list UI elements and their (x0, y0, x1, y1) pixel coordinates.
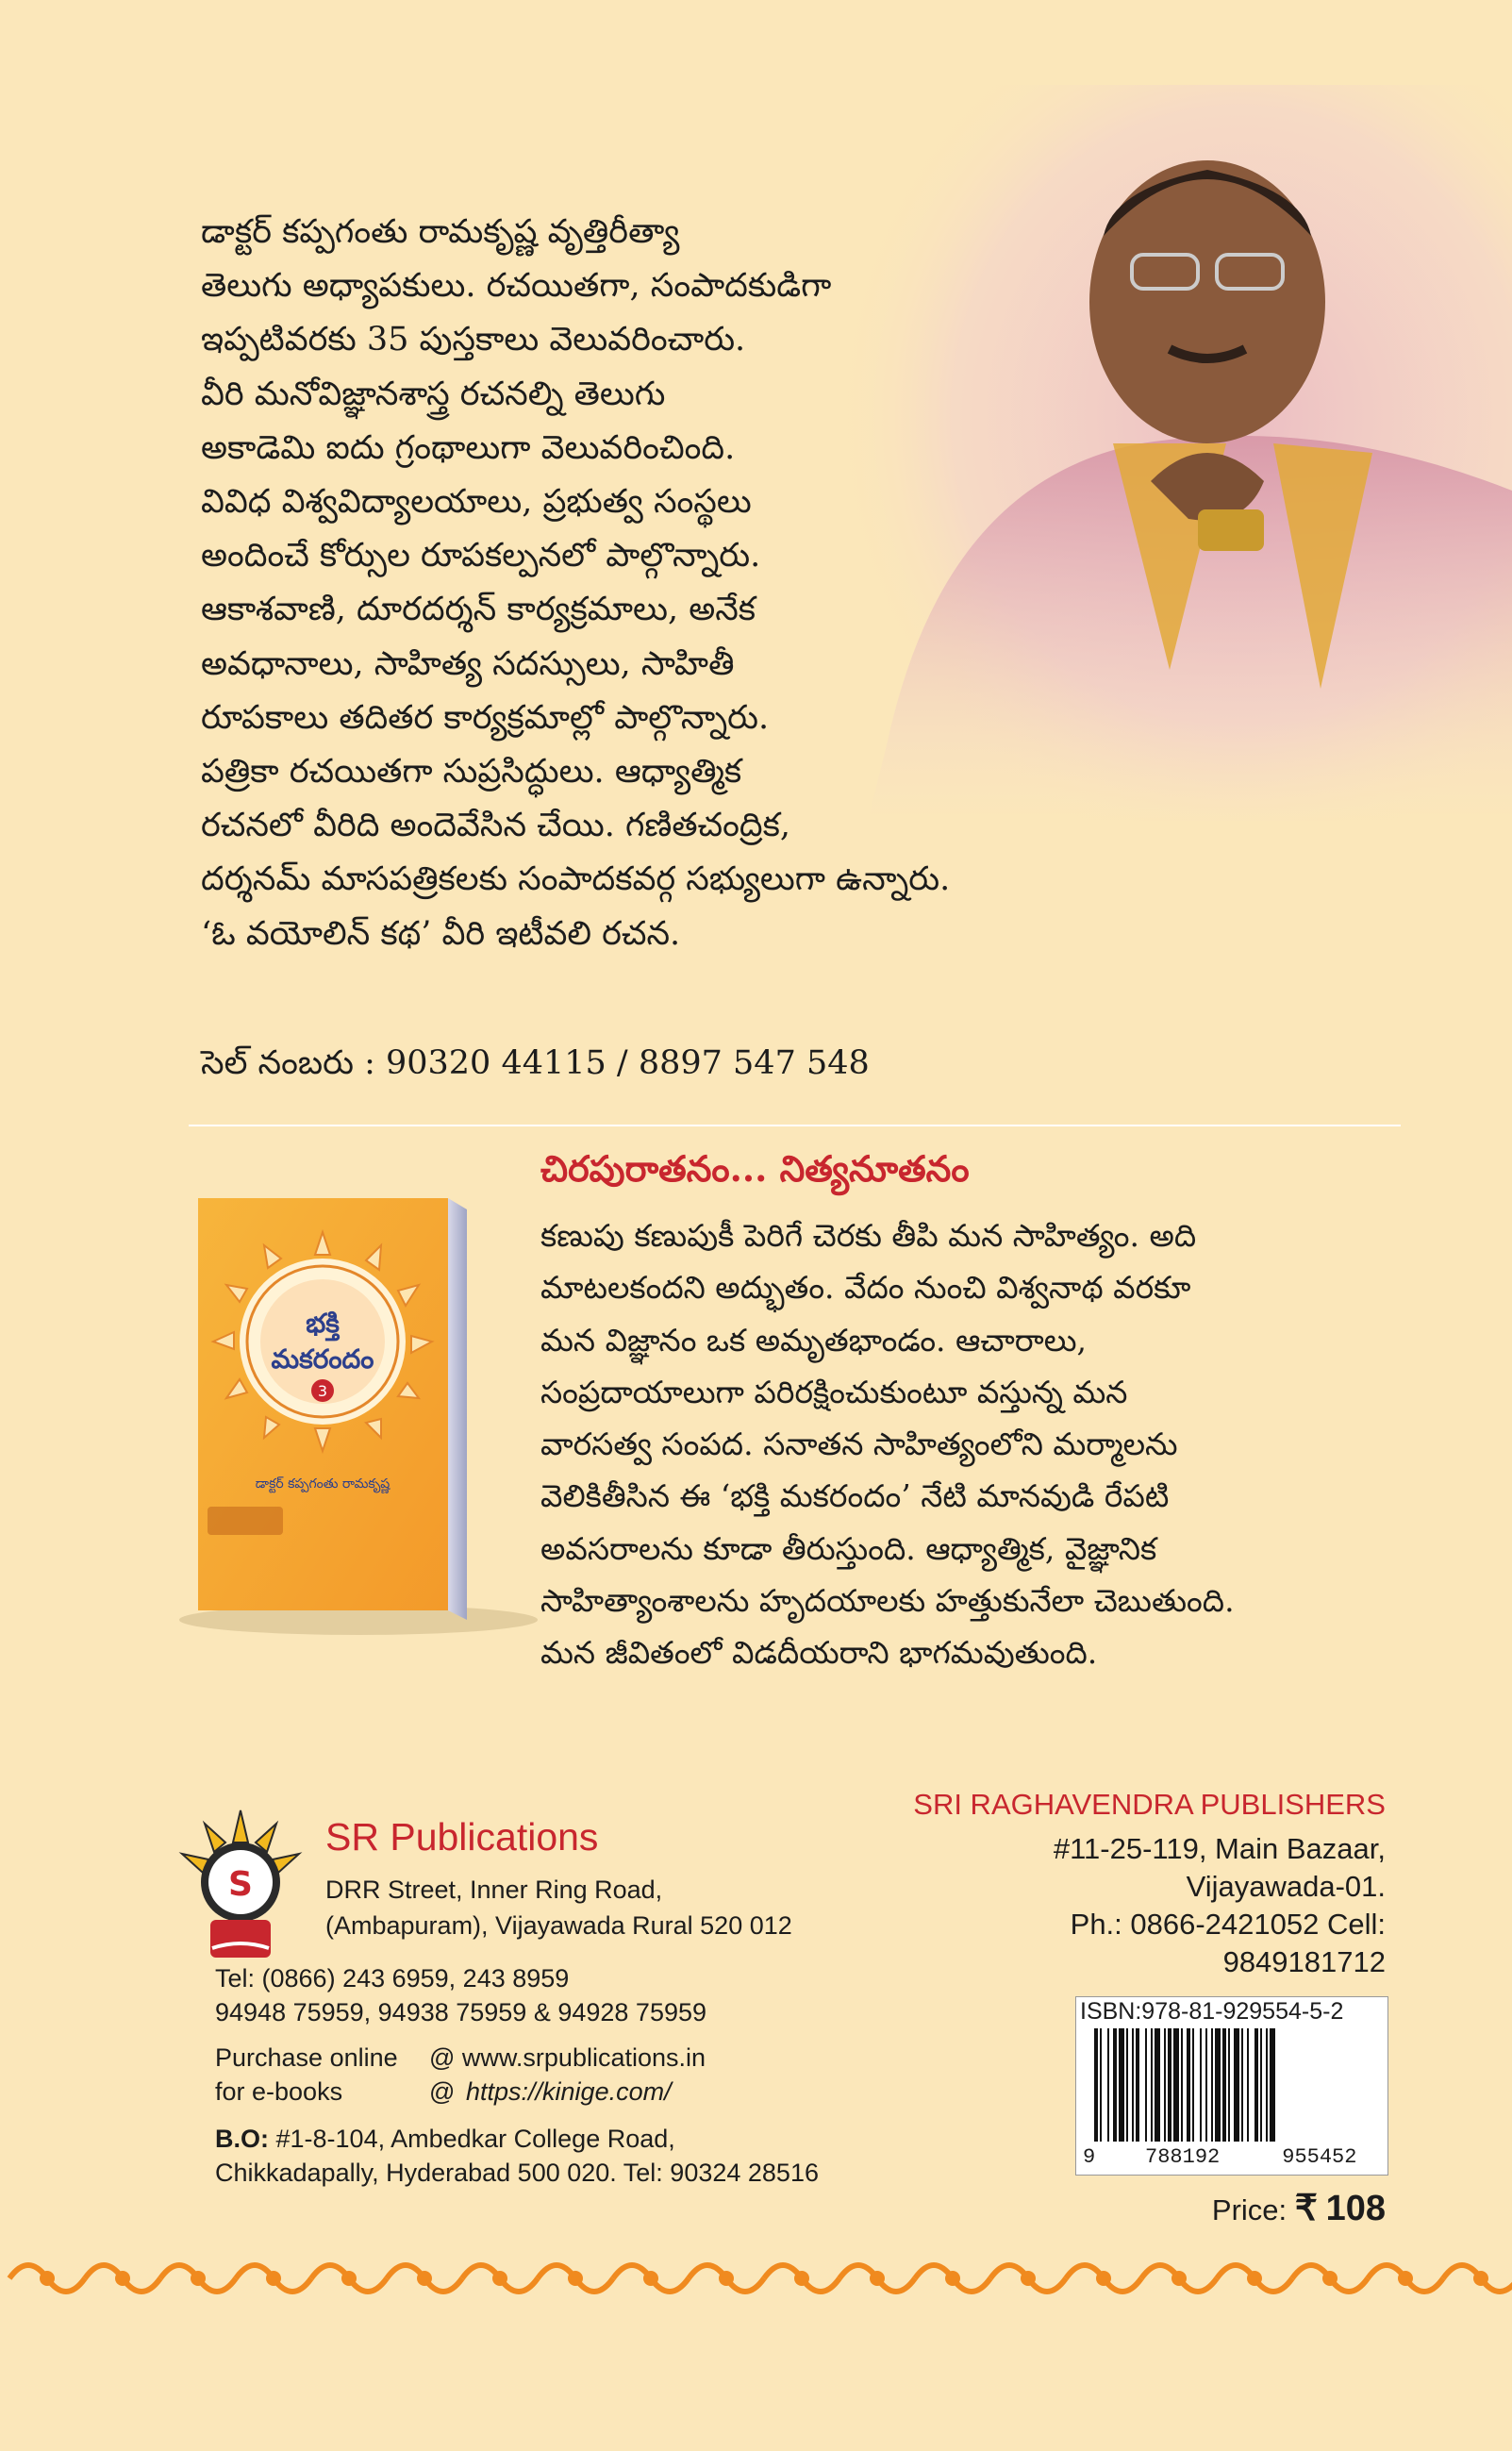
distributor-address-1: #11-25-119, Main Bazaar, (1053, 1832, 1386, 1865)
author-bio (201, 206, 1144, 961)
section-divider (189, 1125, 1401, 1126)
sr-publications-logo (174, 1807, 307, 1967)
bio-line: పత్రికా రచయితగా సుప్రసిద్ధులు. ఆధ్యాత్మిక (201, 753, 742, 792)
publisher-name: SR Publications (325, 1815, 599, 1859)
blurb-line: సాహిత్యాంశాలను హృదయాలకు హత్తుకునేలా చెబుతుంది. (540, 1582, 1235, 1620)
bio-line: అకాడెమి ఐదు గ్రంథాలుగా వెలువరించింది. (201, 428, 736, 467)
blurb-line: సంప్రదాయాలుగా పరిరక్షించుకుంటూ వస్తున్న మన (540, 1373, 1128, 1410)
blurb-line: కణుపు కణుపుకీ పెరిగే చెరకు తీపి మన సాహిత్యం. అది (540, 1217, 1197, 1254)
isbn-label: ISBN:978-81-929554-5-2 (1080, 1998, 1344, 2025)
book-blurb (540, 1209, 1389, 1679)
blurb-line: వారసత్వ సంపద. సనాతన సాహిత్యంలోని మర్మాలను (540, 1426, 1178, 1463)
distributor-cell: 9849181712 (1222, 1945, 1386, 1978)
bio-line: డాక్టర్ కప్పగంతు రామకృష్ణ వృత్తిరీత్యా (201, 213, 680, 251)
bio-line: ఆకాశవాణి, దూరదర్శన్ కార్యక్రమాలు, అనేక (201, 591, 756, 629)
distributor-name: SRI RAGHAVENDRA PUBLISHERS (913, 1788, 1386, 1821)
distributor-phone: Ph.: 0866-2421052 Cell: (1070, 1908, 1386, 1941)
publisher-tel-2: 94948 75959, 94938 75959 & 94928 75959 (215, 1998, 707, 2026)
cover-title-line-1: భక్తి (306, 1308, 340, 1339)
publisher-address-line-1: DRR Street, Inner Ring Road, (325, 1876, 663, 1904)
bio-line: ఇప్పటివరకు 35 పుస్తకాలు వెలువరించారు. (201, 321, 746, 359)
barcode-digits (1083, 2145, 1385, 2169)
blurb-line: అవసరాలను కూడా తీరుస్తుంది. ఆధ్యాత్మిక, వైజ్ఞానిక (540, 1529, 1157, 1567)
distributor-address-2: Vijayawada-01. (1186, 1870, 1386, 1903)
publisher-tel-1: Tel: (0866) 243 6959, 243 8959 (215, 1964, 570, 1992)
price (1212, 2187, 1386, 2229)
bio-line: దర్శనమ్ మాసపత్రికలకు సంపాదకవర్గ సభ్యులుగా ఉన్నారు. (201, 860, 951, 899)
barcode-digits-left: 788192 (1145, 2145, 1221, 2169)
blurb-line: మన విజ్ఞానం ఒక అమృతభాండం. ఆచారాలు, (540, 1321, 1087, 1359)
bio-line: వివిధ విశ్వవిద్యాలయాలు, ప్రభుత్వ సంస్థలు (201, 483, 752, 522)
decorative-border (0, 2241, 1512, 2316)
ebooks-label: for e-books (215, 2077, 343, 2106)
barcode-bars (1094, 2028, 1372, 2142)
cover-title-line-2: మకరందం (271, 1343, 374, 1375)
bio-line: వీరి మనోవిజ్ఞానశాస్త్ర రచనల్ని తెలుగు (201, 375, 666, 413)
blurb-line: మాటలకందని అద్భుతం. వేదం నుంచి విశ్వనాథ వరకూ (540, 1269, 1191, 1307)
barcode-digits-right: 955452 (1282, 2145, 1357, 2169)
blurb-line: మన జీవితంలో విడదీయరాని భాగమవుతుంది. (540, 1634, 1098, 1672)
ebooks-at: @ (429, 2077, 456, 2106)
cover-volume: 3 (317, 1382, 328, 1400)
bio-line: రచనలో వీరిది అందెవేసిన చేయి. గణితచంద్రిక, (201, 807, 791, 845)
price-label: Price: (1211, 2193, 1295, 2226)
blurb-line: వెలికితీసిన ఈ ‘భక్తి మకరందం’ నేటి మానవుడి రేపటి (540, 1477, 1170, 1515)
branch-office-address: #1-8-104, Ambedkar College Road, (269, 2125, 675, 2153)
branch-office-address-2: Chikkadapally, Hyderabad 500 020. Tel: 90324 28516 (215, 2159, 819, 2187)
svg-text:S: S (228, 1865, 253, 1904)
purchase-online-label: Purchase online (215, 2043, 398, 2072)
blurb-title: చిరపురాతనం... నిత్యనూతనం (540, 1147, 970, 1190)
bio-line: అవధానాలు, సాహిత్య సదస్సులు, సాహితీ (201, 644, 735, 683)
branch-office-label: B.O: (215, 2125, 269, 2153)
bio-line: రూపకాలు తదితర కార్యక్రమాల్లో పాల్గొన్నారు. (201, 698, 770, 737)
bio-line: ‘ఓ వయోలిన్ కథ’ వీరి ఇటీవలి రచన. (201, 914, 681, 953)
cover-author: డాక్టర్ కప్పగంతు రామకృష్ణ (255, 1476, 390, 1492)
barcode-digit-lead: 9 (1083, 2145, 1096, 2169)
rupee-symbol: ₹ (1294, 2189, 1318, 2228)
author-phone: సెల్ నంబరు : 90320 44115 / 8897 547 548 (201, 1044, 870, 1082)
ebooks-link[interactable]: https://kinige.com/ (466, 2077, 672, 2106)
bio-line: తెలుగు అధ్యాపకులు. రచయితగా, సంపాదకుడిగా (201, 267, 832, 306)
publisher-address-line-2: (Ambapuram), Vijayawada Rural 520 012 (325, 1911, 792, 1940)
purchase-online-link[interactable]: @ www.srpublications.in (429, 2043, 706, 2072)
price-amount: 108 (1325, 2189, 1386, 2228)
book-cover-image (179, 1191, 538, 1643)
bio-line: అందించే కోర్సుల రూపకల్పనలో పాల్గొన్నారు. (201, 537, 761, 575)
